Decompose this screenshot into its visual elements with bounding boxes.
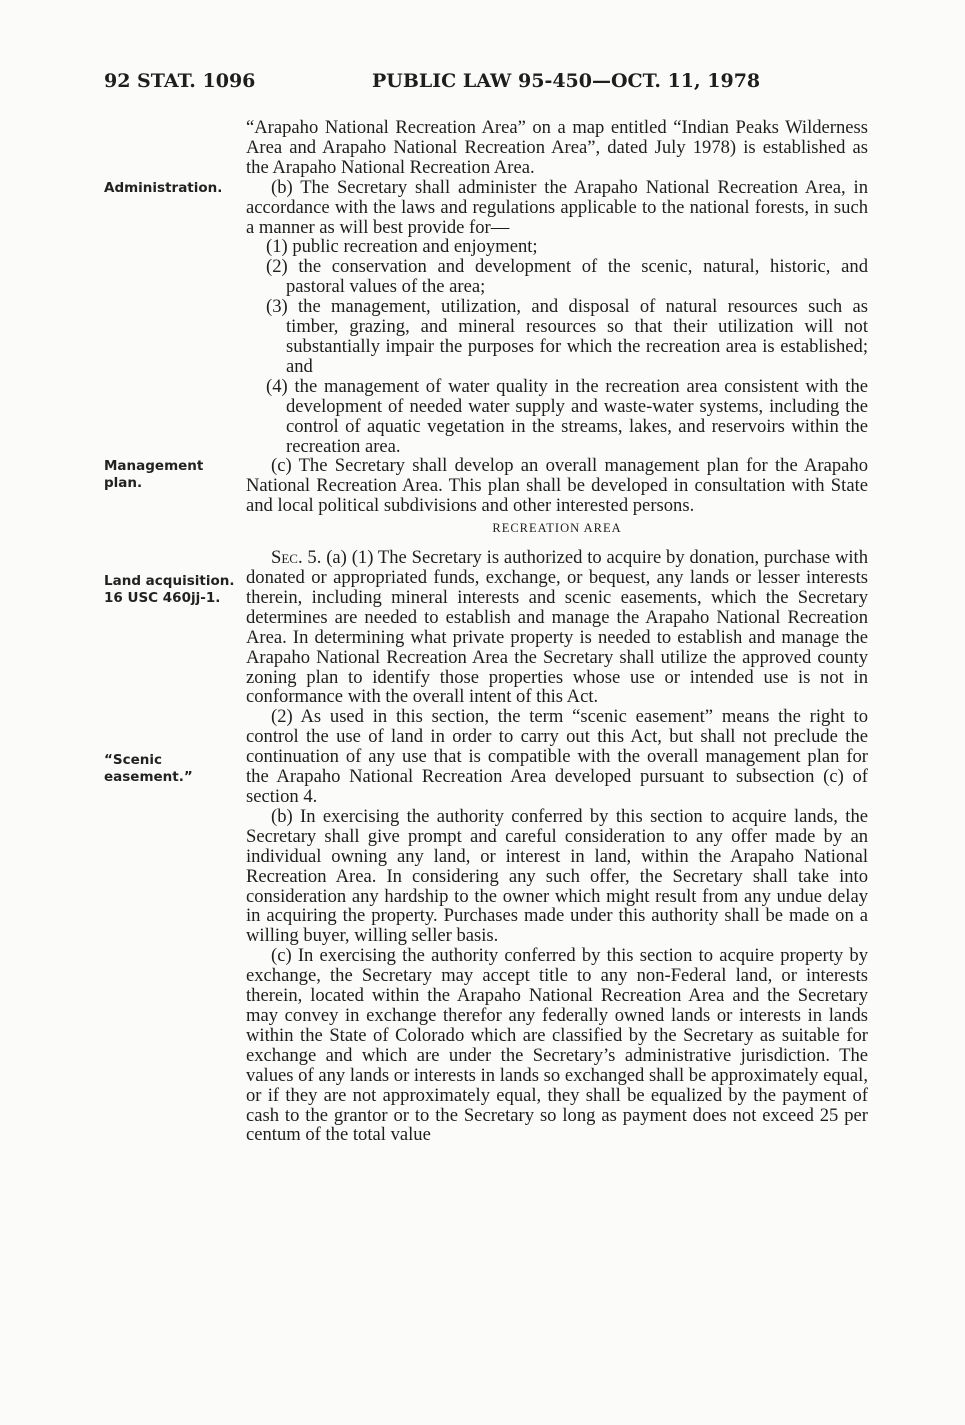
list-item-1: (1) public recreation and enjoyment; bbox=[266, 236, 538, 258]
list-item-2: (2) the conservation and development of the scenic, natural, historic, and pastoral values of the area; bbox=[266, 256, 868, 298]
margin-note-administration: Administration. bbox=[104, 180, 223, 196]
margin-note-land-acquisition bbox=[104, 573, 234, 607]
page-header bbox=[104, 70, 874, 98]
section-heading: RECREATION AREA bbox=[492, 521, 622, 536]
list-item-3: (3) the management, utilization, and disposal of natural resources such as timber, grazing, and mineral resources so that their utilization will not substantially impair the purposes for which the recreation area is established; and bbox=[266, 296, 868, 377]
paragraph-sec5-a1 bbox=[246, 548, 868, 707]
statute-body bbox=[246, 118, 868, 1145]
paragraph-sec5-c: (c) In exercising the authority conferred by this section to acquire property by exchange, the Secretary may accept title to any non-Federal land, or interests therein, located within the Arapaho National Recreation Area and the Secretary may convey in exchange therefor any federally owned lands or interests in lands within the State of Colorado which are classified by the Secretary as suitable for exchange and which are under the Secretary’s administrative jurisdiction. The values of any lands or interests in lands so exchanged shall be approximately equal, or if they are not approximately equal, they shall be equalized by the payment of cash to the grantor or to the Secretary so long as payment does not exceed 25 per centum of the total value bbox=[246, 945, 868, 1146]
paragraph-intro: “Arapaho National Recreation Area” on a map entitled “Indian Peaks Wilderness Area and Arapaho National Recreation Area”, dated July 1978) is established as the Arapaho National Recreation Area. bbox=[246, 117, 868, 178]
margin-note-line: Land acquisition. bbox=[104, 573, 235, 589]
paragraph-b-administration: (b) The Secretary shall administer the Arapaho National Recreation Area, in accordance with the laws and regulations applicable to the national forests, in such a manner as will best provide for— bbox=[246, 176, 868, 238]
paragraph-c-management-plan: (c) The Secretary shall develop an overall management plan for the Arapaho National Recreation Area. This plan shall be developed in consultation with State and local political subdivisions and other interested persons. bbox=[246, 455, 868, 517]
sec5-a1-text: (a) (1) The Secretary is authorized to acquire by donation, purchase with donated or appropriated funds, exchange, or bequest, any lands or lesser interests therein, including mineral interests and scenic easements, which the Secretary determines are needed to establish and manage the Arapaho National Recreation Area. In determining what private property is needed to establish and manage the Arapaho National Recreation Area the Secretary shall utilize the approved county zoning plan to identify those properties whose use or intended use is not in conformance with the overall intent of this Act. bbox=[246, 547, 868, 708]
margin-note-line: “Scenic bbox=[104, 752, 162, 768]
list-item-4: (4) the management of water quality in the recreation area consistent with the development of needed water supply and waste-water systems, including the control of aquatic vegetation in the streams, lakes, and reservoirs within the recreation area. bbox=[266, 375, 868, 457]
section-number: Sec. 5. bbox=[271, 547, 322, 569]
margin-note-line: plan. bbox=[104, 475, 143, 491]
paragraph-sec5-b: (b) In exercising the authority conferred by this section to acquire lands, the Secretary shall give prompt and careful consideration to any offer made by an individual owning any land, or interest in land, within the Arapaho National Recreation Area. In considering any such offer, the Secretary shall take into consideration any hardship to the owner which might result from any undue delay in acquiring the property. Purchases made under this authority shall be made on a willing buyer, willing seller basis. bbox=[246, 805, 868, 947]
margin-note-management-plan bbox=[104, 458, 203, 492]
margin-note-line: Management bbox=[104, 458, 204, 474]
margin-note-line: easement.” bbox=[104, 769, 193, 785]
public-law-title: PUBLIC LAW 95-450—OCT. 11, 1978 bbox=[372, 70, 761, 92]
margin-note-scenic-easement bbox=[104, 752, 193, 786]
statute-page-reference: 92 STAT. 1096 bbox=[104, 70, 256, 92]
paragraph-sec5-a2: (2) As used in this section, the term “scenic easement” means the right to control the use of land in order to carry out this Act, but shall not preclude the continuation of any use that is compatible with the overall management plan for the Arapaho National Recreation Area developed pursuant to subsection (c) of section 4. bbox=[246, 706, 868, 807]
margin-note-usc-citation: 16 USC 460jj-1. bbox=[104, 590, 221, 606]
